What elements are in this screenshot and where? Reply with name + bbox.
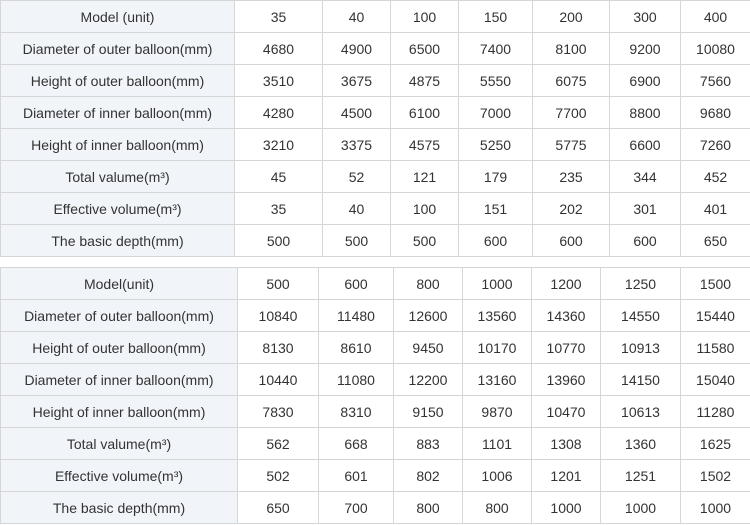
table-cell: 10840	[238, 300, 319, 332]
table-cell: 179	[459, 161, 533, 193]
table-cell: 600	[610, 225, 681, 257]
table-cell: 1308	[532, 428, 601, 460]
table-cell: 1250	[601, 268, 681, 300]
table-cell: 8130	[238, 332, 319, 364]
table-row	[1, 268, 750, 300]
table-cell: 1101	[463, 428, 532, 460]
table-row	[1, 460, 750, 492]
table-row	[1, 364, 750, 396]
table-row	[1, 492, 750, 524]
row-label: Height of inner balloon(mm)	[1, 129, 235, 161]
table-cell: 802	[394, 460, 463, 492]
row-label: Model(unit)	[1, 268, 238, 300]
table-cell: 1500	[681, 268, 750, 300]
table-cell: 9200	[610, 33, 681, 65]
table-cell: 300	[610, 1, 681, 33]
table-cell: 650	[681, 225, 750, 257]
table-cell: 4500	[323, 97, 391, 129]
table-cell: 12600	[394, 300, 463, 332]
table-row	[1, 65, 750, 97]
table-cell: 14550	[601, 300, 681, 332]
table-cell: 700	[319, 492, 394, 524]
table-cell: 7400	[459, 33, 533, 65]
table-cell: 14360	[532, 300, 601, 332]
table-cell: 1502	[681, 460, 750, 492]
table-row	[1, 396, 750, 428]
table-cell: 10770	[532, 332, 601, 364]
table-row	[1, 332, 750, 364]
table-cell: 1625	[681, 428, 750, 460]
table-cell: 883	[394, 428, 463, 460]
table-cell: 4280	[235, 97, 323, 129]
table-row	[1, 225, 750, 257]
table-cell: 13160	[463, 364, 532, 396]
table-cell: 40	[323, 1, 391, 33]
table-cell: 1000	[532, 492, 601, 524]
table-cell: 6900	[610, 65, 681, 97]
table-cell: 12200	[394, 364, 463, 396]
table-cell: 11480	[319, 300, 394, 332]
table-cell: 7560	[681, 65, 750, 97]
table-cell: 1000	[463, 268, 532, 300]
table-cell: 452	[681, 161, 750, 193]
table-cell: 13960	[532, 364, 601, 396]
table-cell: 5550	[459, 65, 533, 97]
table-cell: 1000	[681, 492, 750, 524]
table-cell: 45	[235, 161, 323, 193]
table-cell: 1000	[601, 492, 681, 524]
table-cell: 800	[394, 492, 463, 524]
table-cell: 601	[319, 460, 394, 492]
table-cell: 668	[319, 428, 394, 460]
table-cell: 3210	[235, 129, 323, 161]
row-label: Total valume(m³)	[1, 161, 235, 193]
specs-table-1	[0, 0, 750, 257]
table-cell: 600	[533, 225, 610, 257]
row-label: Height of inner balloon(mm)	[1, 396, 238, 428]
row-label: Diameter of outer balloon(mm)	[1, 33, 235, 65]
row-label: Height of outer balloon(mm)	[1, 332, 238, 364]
table-cell: 200	[533, 1, 610, 33]
table-row	[1, 1, 750, 33]
table-cell: 11280	[681, 396, 750, 428]
table-cell: 10913	[601, 332, 681, 364]
table-cell: 9150	[394, 396, 463, 428]
table-cell: 7700	[533, 97, 610, 129]
table-cell: 6100	[391, 97, 459, 129]
table-cell: 7830	[238, 396, 319, 428]
table-cell: 235	[533, 161, 610, 193]
table-cell: 10613	[601, 396, 681, 428]
table-cell: 562	[238, 428, 319, 460]
table-cell: 13560	[463, 300, 532, 332]
table-cell: 800	[463, 492, 532, 524]
table-cell: 500	[238, 268, 319, 300]
table-cell: 15040	[681, 364, 750, 396]
table-row	[1, 97, 750, 129]
table-cell: 4680	[235, 33, 323, 65]
table-cell: 7260	[681, 129, 750, 161]
row-label: Height of outer balloon(mm)	[1, 65, 235, 97]
row-label: The basic depth(mm)	[1, 225, 235, 257]
table-cell: 14150	[601, 364, 681, 396]
table-cell: 40	[323, 193, 391, 225]
table-cell: 1200	[532, 268, 601, 300]
table-cell: 600	[459, 225, 533, 257]
table-cell: 9870	[463, 396, 532, 428]
table-cell: 8310	[319, 396, 394, 428]
row-label: Effective volume(m³)	[1, 193, 235, 225]
table-cell: 52	[323, 161, 391, 193]
row-label: The basic depth(mm)	[1, 492, 238, 524]
table-cell: 301	[610, 193, 681, 225]
row-label: Diameter of outer balloon(mm)	[1, 300, 238, 332]
table-cell: 1360	[601, 428, 681, 460]
table-cell: 150	[459, 1, 533, 33]
row-label: Diameter of inner balloon(mm)	[1, 364, 238, 396]
table-cell: 202	[533, 193, 610, 225]
table-row	[1, 300, 750, 332]
table-cell: 11580	[681, 332, 750, 364]
table-cell: 800	[394, 268, 463, 300]
table-cell: 8800	[610, 97, 681, 129]
table-cell: 11080	[319, 364, 394, 396]
table-cell: 10080	[681, 33, 750, 65]
table-cell: 1201	[532, 460, 601, 492]
table-cell: 121	[391, 161, 459, 193]
table-cell: 35	[235, 1, 323, 33]
table-cell: 4900	[323, 33, 391, 65]
table-cell: 151	[459, 193, 533, 225]
specs-table-2	[0, 267, 750, 524]
table-cell: 7000	[459, 97, 533, 129]
row-label: Total valume(m³)	[1, 428, 238, 460]
table-cell: 400	[681, 1, 750, 33]
table-cell: 500	[391, 225, 459, 257]
table-cell: 650	[238, 492, 319, 524]
table-cell: 8610	[319, 332, 394, 364]
table-cell: 502	[238, 460, 319, 492]
row-label: Effective volume(m³)	[1, 460, 238, 492]
table-cell: 500	[323, 225, 391, 257]
table-cell: 4875	[391, 65, 459, 97]
table-cell: 6075	[533, 65, 610, 97]
table-cell: 100	[391, 1, 459, 33]
table-cell: 9450	[394, 332, 463, 364]
table-cell: 3675	[323, 65, 391, 97]
table-cell: 3375	[323, 129, 391, 161]
table-cell: 10470	[532, 396, 601, 428]
row-label: Diameter of inner balloon(mm)	[1, 97, 235, 129]
table-cell: 500	[235, 225, 323, 257]
table-cell: 6500	[391, 33, 459, 65]
table-cell: 10440	[238, 364, 319, 396]
table-cell: 8100	[533, 33, 610, 65]
table-row	[1, 193, 750, 225]
table-cell: 1251	[601, 460, 681, 492]
table-cell: 4575	[391, 129, 459, 161]
table-cell: 344	[610, 161, 681, 193]
table-cell: 600	[319, 268, 394, 300]
table-row	[1, 33, 750, 65]
table-cell: 3510	[235, 65, 323, 97]
table-cell: 401	[681, 193, 750, 225]
table-row	[1, 428, 750, 460]
table-cell: 15440	[681, 300, 750, 332]
table-row	[1, 161, 750, 193]
row-label: Model (unit)	[1, 1, 235, 33]
table-cell: 35	[235, 193, 323, 225]
table-cell: 10170	[463, 332, 532, 364]
table-cell: 5250	[459, 129, 533, 161]
table-cell: 5775	[533, 129, 610, 161]
table-cell: 9680	[681, 97, 750, 129]
table-cell: 6600	[610, 129, 681, 161]
table-cell: 100	[391, 193, 459, 225]
table-row	[1, 129, 750, 161]
table-cell: 1006	[463, 460, 532, 492]
